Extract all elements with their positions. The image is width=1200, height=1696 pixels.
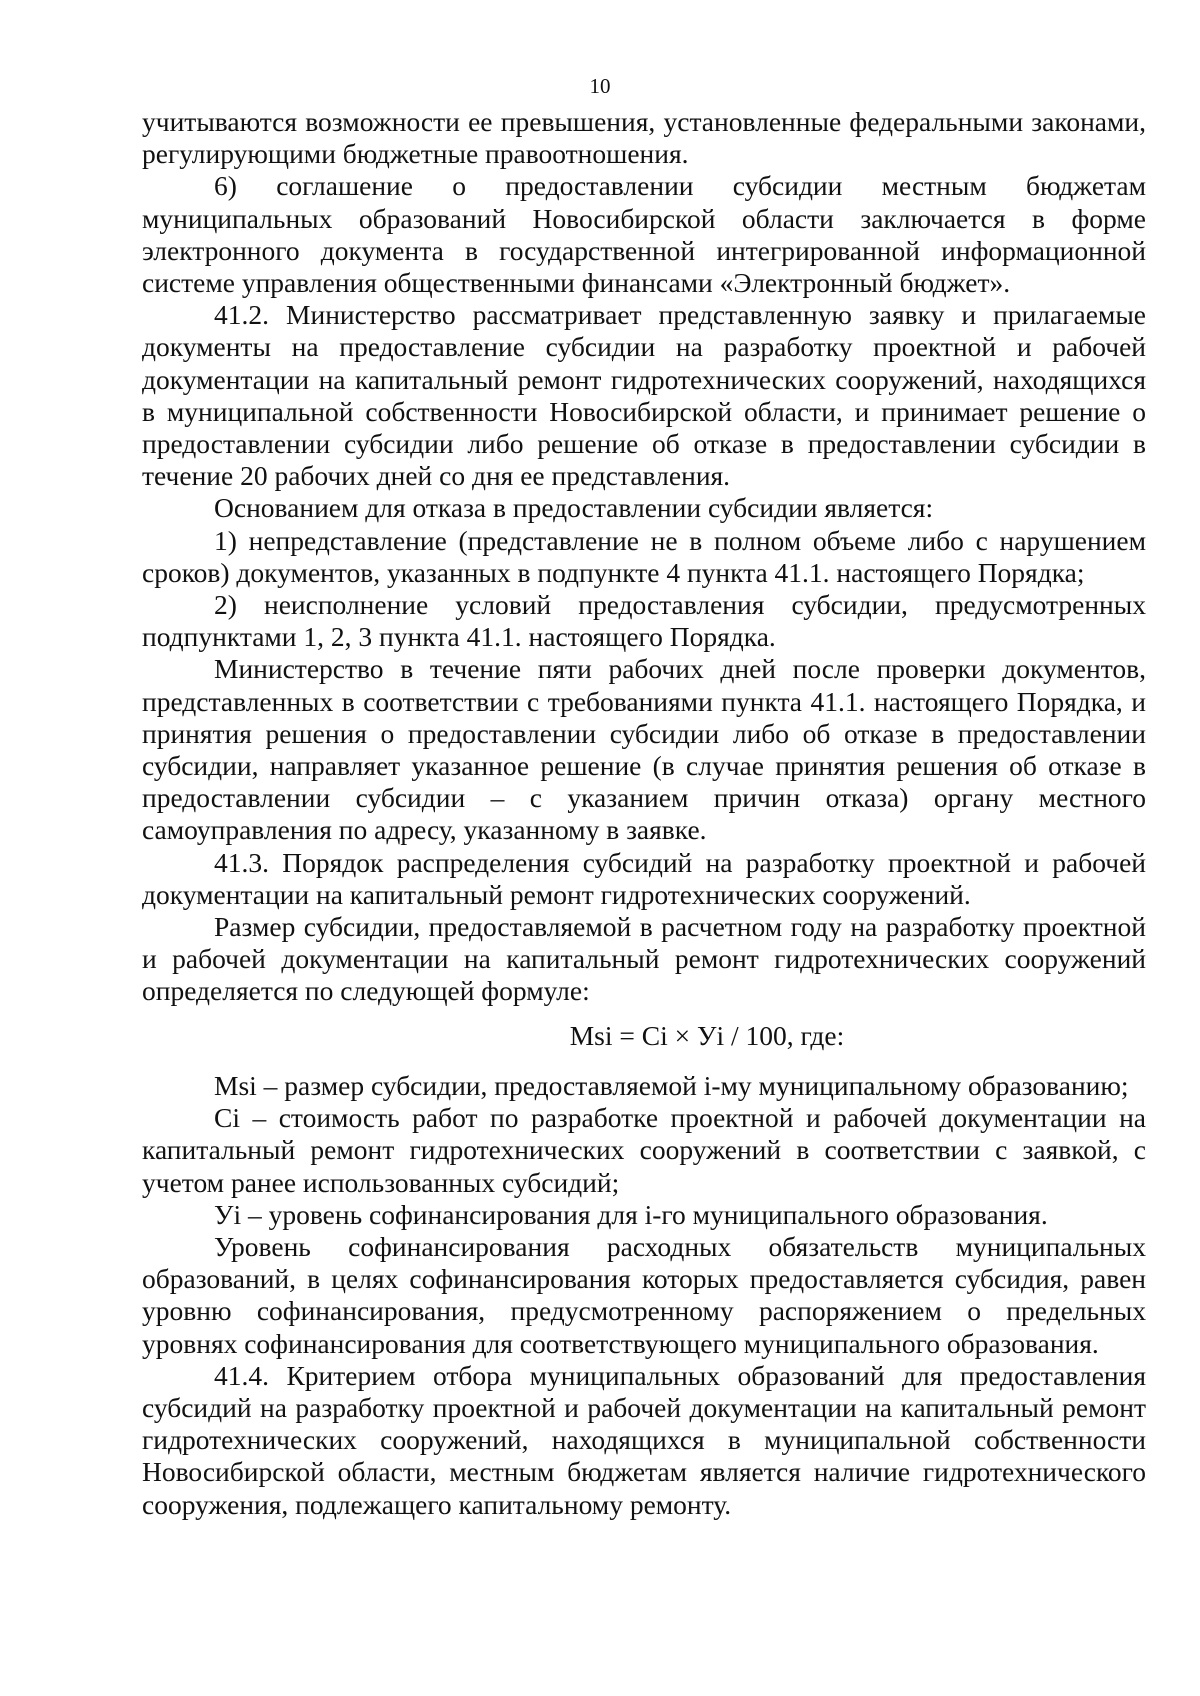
page-number: 10 [589,74,611,98]
paragraph-ground-2: 2) неисполнение условий предоставления субсидии, предусмотренных подпунктами 1, 2, 3 пункта 41.1. настоящего Порядка. [142,589,1146,653]
document-body [142,106,1146,1521]
paragraph-continuation: учитываются возможности ее превышения, установленные федеральными законами, регулирующими бюджетные правоотношения. [142,106,1146,170]
paragraph-subsidy-size: Размер субсидии, предоставляемой в расчетном году на разработку проектной и рабочей документации на капитальный ремонт гидротехнических сооружений определяется по следующей формуле: [142,911,1146,1007]
paragraph-41-3: 41.3. Порядок распределения субсидий на разработку проектной и рабочей документации на капитальный ремонт гидротехнических сооружений. [142,846,1146,910]
formula: Msi = Ci × Уi / 100, где: [569,1019,845,1051]
paragraph-item-6: 6) соглашение о предоставлении субсидии местным бюджетам муниципальных образований Новосибирской области заключается в форме электронного документа в государственной интегрированной информационной системе управления общественными финансами «Электронный бюджет». [142,170,1146,299]
paragraph-refusal-grounds: Основанием для отказа в предоставлении субсидии является: [214,492,934,524]
paragraph-41-2: 41.2. Министерство рассматривает представленную заявку и прилагаемые документы на предоставление субсидии на разработку проектной и рабочей документации на капитальный ремонт гидротехнических сооружений, находящихся в муниципальной собственности Новосибирской области, и принимает решение о предоставлении субсидии либо решение об отказе в предоставлении субсидии в течение 20 рабочих дней со дня ее представления. [142,299,1146,492]
paragraph-yi-definition: Уi – уровень софинансирования для i-го муниципального образования. [214,1198,1048,1230]
paragraph-ministry-decision: Министерство в течение пяти рабочих дней после проверки документов, представленных в соответствии с требованиями пункта 41.1. настоящего Порядка, и принятия решения о предоставлении субсидии либо об отказе в предоставлении субсидии, направляет указанное решение (в случае принятия решения об отказе в предоставлении субсидии – с указанием причин отказа) органу местного самоуправления по адресу, указанному в заявке. [142,653,1146,846]
paragraph-msi-definition: Msi – размер субсидии, предоставляемой i-му муниципальному образованию; [214,1069,1129,1101]
paragraph-41-4: 41.4. Критерием отбора муниципальных образований для предоставления субсидий на разработку проектной и рабочей документации на капитальный ремонт гидротехнических сооружений, находящихся в муниципальной собственности Новосибирской области, местным бюджетам является наличие гидротехнического сооружения, подлежащего капитальному ремонту. [142,1359,1146,1520]
paragraph-ci-definition: Ci – стоимость работ по разработке проектной и рабочей документации на капитальный ремонт гидротехнических сооружений в соответствии с заявкой, с учетом ранее использованных субсидий; [142,1102,1146,1198]
paragraph-ground-1: 1) непредставление (представление не в полном объеме либо с нарушением сроков) документов, указанных в подпункте 4 пункта 41.1. настоящего Порядка; [142,524,1146,588]
paragraph-cofinancing-level: Уровень софинансирования расходных обязательств муниципальных образований, в целях софинансирования которых предоставляется субсидия, равен уровню софинансирования, предусмотренному распоряжением о предельных уровнях софинансирования для соответствующего муниципального образования. [142,1230,1146,1359]
